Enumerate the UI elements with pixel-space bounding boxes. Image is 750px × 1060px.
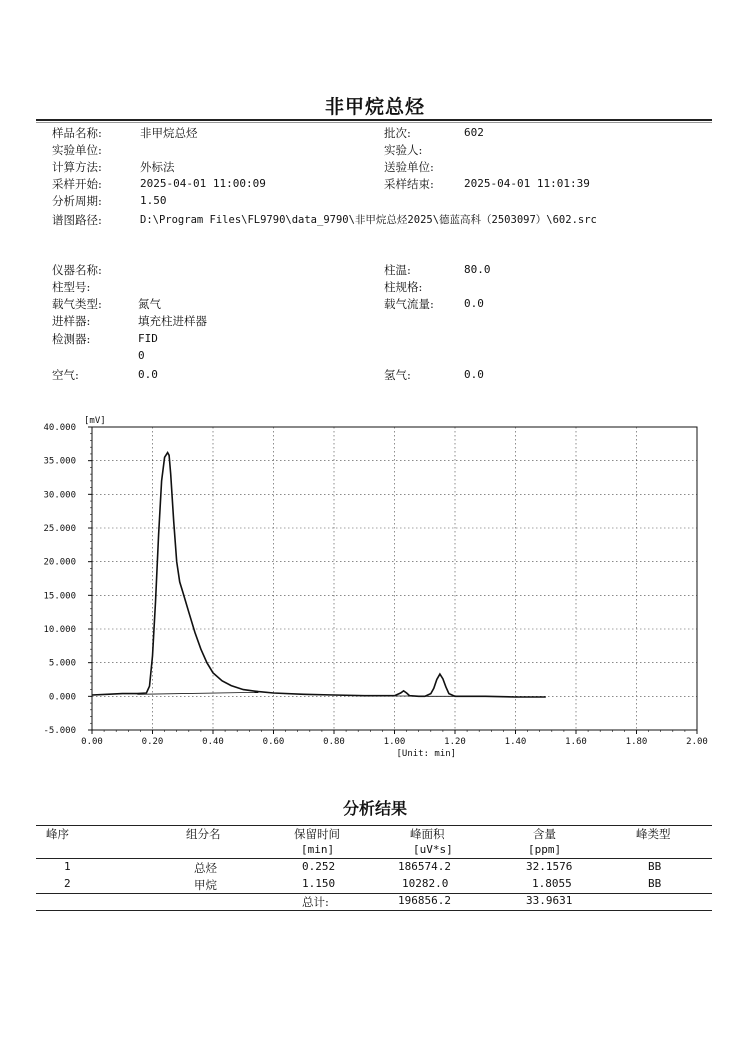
row-peak-no: 2 [64,877,71,890]
y-tick-label: 20.000 [43,557,76,568]
header-peak-type: 峰类型 [636,827,671,841]
detector-value: FID [138,332,158,345]
chromatogram-path-value: D:\Program Files\FL9790\data_9790\非甲烷总烃2025\德蓝高科（2503097）\602.src [140,214,597,226]
header-peak-no: 峰序 [46,827,69,841]
hydrogen-label: 氢气: [384,368,411,382]
row-component: 总烃 [194,861,217,875]
x-tick-label: 1.40 [504,737,527,747]
header-retention-time: 保留时间 [294,827,340,841]
header-content: 含量 [533,827,556,841]
row-peak-area: 10282.0 [402,877,449,890]
y-tick-labels [43,423,92,736]
report-title: 非甲烷总烃 [324,96,425,118]
total-area: 196856.2 [398,894,451,907]
sampling-start-value: 2025-04-01 11:00:09 [140,177,266,190]
hydrogen-value: 0.0 [464,368,484,381]
baseline-segment [137,692,258,694]
y-tick-label: 0.000 [48,692,76,703]
row-retention-time: 0.252 [302,860,336,873]
y-tick-label: 25.000 [43,524,76,534]
sample-name-value: 非甲烷总烃 [140,126,198,140]
row-peak-type: BB [648,860,662,873]
y-tick-label: 40.000 [43,423,76,433]
y-tick-label: 10.000 [43,625,76,635]
air-value: 0.0 [138,368,158,381]
carrier-gas-label: 载气类型: [52,297,102,311]
row-component: 甲烷 [194,878,217,892]
analysis-period-value: 1.50 [140,194,167,207]
carrier-gas-value: 氮气 [138,297,161,311]
detector-label: 检测器: [52,332,91,346]
x-tick-label: 1.80 [625,737,648,747]
unit-content: [ppm] [528,843,562,856]
injector-label: 进样器: [52,314,91,328]
air-label: 空气: [52,368,79,382]
y-tick-label: 30.000 [43,490,76,501]
lab-unit-label: 实验单位: [52,143,102,157]
chart-grid [92,427,697,730]
total-content: 33.9631 [526,894,573,907]
x-tick-label: 0.00 [81,737,103,747]
y-tick-label: 5.000 [48,658,76,669]
chromatogram-trace [92,453,546,697]
batch-value: 602 [464,126,484,139]
x-tick-label: 0.40 [202,737,224,747]
unit-retention-time: [min] [301,843,335,856]
title-rule [36,119,712,121]
x-tick-label: 1.00 [383,737,406,747]
table-top-rule [36,825,712,826]
row-peak-no: 1 [64,860,71,873]
x-tick-label: 0.60 [262,737,285,747]
y-tick-label: 35.000 [43,456,76,467]
row-retention-time: 1.150 [302,877,336,890]
chromatogram-chart [0,405,750,765]
x-tick-label: 0.20 [141,737,164,747]
calc-method-value: 外标法 [140,160,175,174]
row-content: 1.8055 [532,877,572,890]
y-tick-label: -5.000 [43,726,76,736]
title-rule-thin [36,122,712,123]
sampling-end-label: 采样结束: [384,177,434,191]
experimenter-label: 实验人: [384,143,423,157]
instrument-name-label: 仪器名称: [52,263,102,277]
unit-peak-area: [uV*s] [413,843,453,856]
row-peak-type: BB [648,877,662,890]
analysis-period-label: 分析周期: [52,194,102,208]
table-bottom-rule [36,910,712,911]
y-axis-label: [mV] [84,416,106,426]
header-bottom-rule [36,858,712,859]
carrier-flow-label: 载气流量: [384,297,434,311]
row-content: 32.1576 [526,860,573,873]
column-temp-label: 柱温: [384,263,411,277]
header-peak-area: 峰面积 [410,827,445,841]
x-axis-label: [Unit: min] [396,749,457,759]
x-tick-labels [81,730,708,747]
column-model-label: 柱型号: [52,280,91,294]
x-tick-label: 0.80 [323,737,345,747]
x-tick-label: 2.00 [686,737,708,747]
chromatogram-path-label: 谱图路径: [52,213,102,227]
results-title: 分析结果 [342,799,407,818]
x-tick-label: 1.60 [565,737,587,747]
column-spec-label: 柱规格: [384,280,423,294]
y-tick-label: 15.000 [43,591,76,602]
calc-method-label: 计算方法: [52,160,102,174]
sampling-start-label: 采样开始: [52,177,102,191]
carrier-flow-value: 0.0 [464,297,484,310]
header-component: 组分名 [186,827,221,841]
total-label: 总计: [302,895,329,909]
x-tick-label: 1.20 [444,737,466,747]
sampling-end-value: 2025-04-01 11:01:39 [464,177,590,190]
rows-bottom-rule [36,893,712,894]
results-table [36,822,712,917]
row-peak-area: 186574.2 [398,860,451,873]
instrument-info [52,262,712,387]
column-temp-value: 80.0 [464,263,491,276]
batch-label: 批次: [384,126,411,140]
submitting-unit-label: 送验单位: [384,160,434,174]
sample-name-label: 样品名称: [52,126,102,140]
injector-value: 填充柱进样器 [138,314,207,328]
sample-info-left [52,125,712,235]
detector-extra-value: 0 [138,349,145,362]
